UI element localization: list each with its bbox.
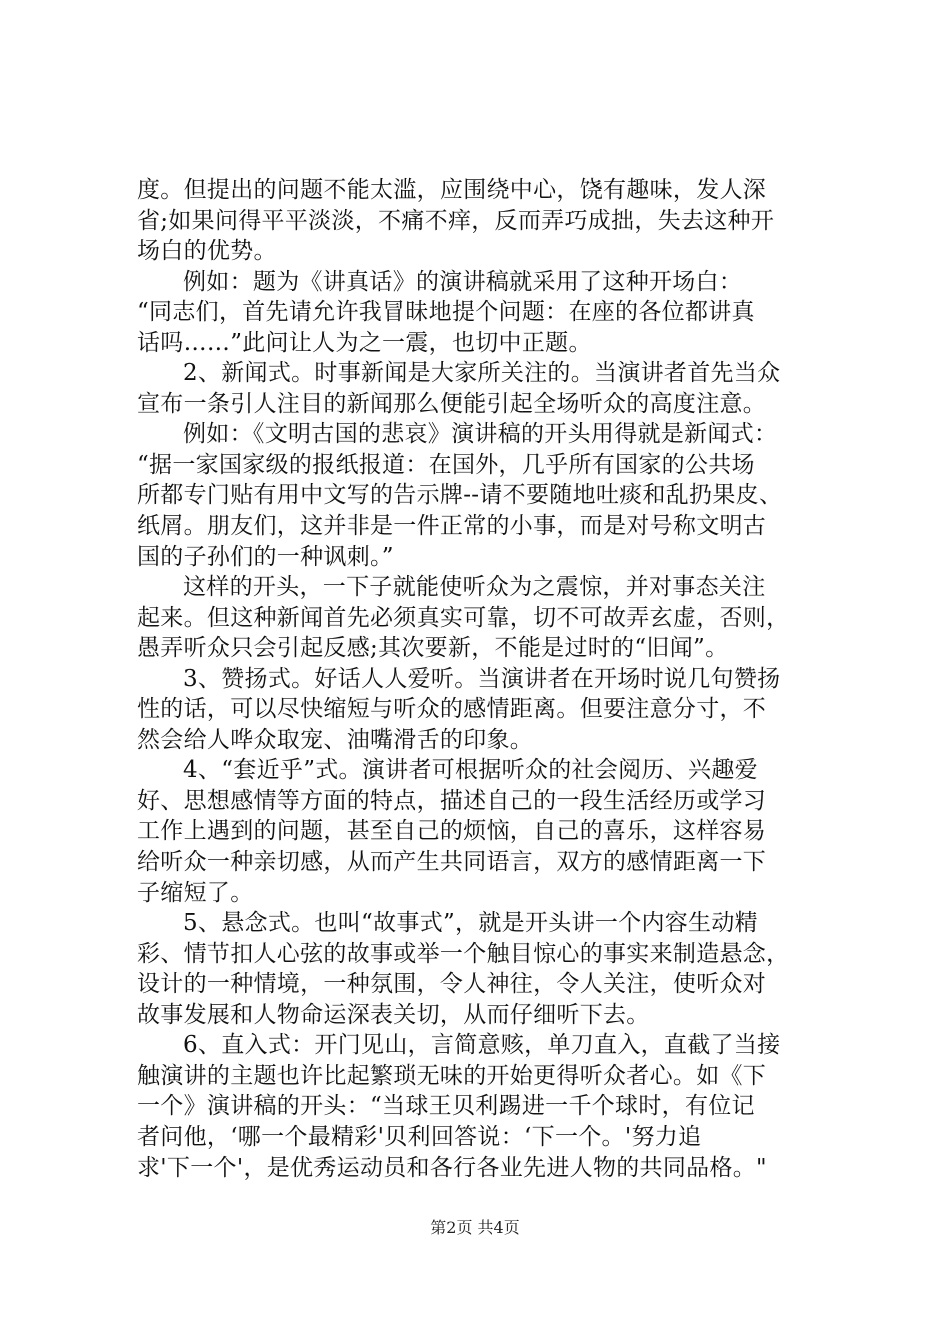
text-line: 求'下一个'，是优秀运动员和各行各业先进人物的共同品格。" xyxy=(137,1154,767,1181)
text-line: 宣布一条引人注目的新闻那么便能引起全场听众的高度注意。 xyxy=(137,390,767,417)
text-line: 子缩短了。 xyxy=(137,879,254,906)
text-line: 工作上遇到的问题，甚至自己的烦恼，自己的喜乐，这样容易 xyxy=(137,818,767,845)
text-line: 设计的一种情境，一种氛围，令人神往，令人关注，使听众对 xyxy=(137,971,767,998)
text-line: 然会给人哗众取宠、油嘴滑舌的印象。 xyxy=(137,726,534,753)
text-line: 彩、情节扣人心弦的故事或举一个触目惊心的事实来制造悬念， xyxy=(137,940,790,967)
text-line: 愚弄听众只会引起反感;其次要新，不能是过时的“旧闻”。 xyxy=(137,635,729,662)
text-line: 给听众一种亲切感，从而产生共同语言，双方的感情距离一下 xyxy=(137,849,767,876)
text-line: 国的子孙们的一种讽刺。” xyxy=(137,543,394,570)
paragraph-start-line: 6、直入式：开门见山，言简意赅，单刀直入，直截了当接 xyxy=(183,1032,781,1059)
text-line: “据一家国家级的报纸报道：在国外，几乎所有国家的公共场 xyxy=(137,451,755,478)
text-line: 话吗……”此问让人为之一震，也切中正题。 xyxy=(137,329,592,356)
text-line: “同志们，首先请允许我冒昧地提个问题：在座的各位都讲真 xyxy=(137,299,755,326)
page-number-footer: 第2页 共4页 xyxy=(430,1218,520,1237)
text-line: 触演讲的主题也许比起繁琐无味的开始更得听众者心。如《下 xyxy=(137,1062,767,1089)
text-line: 起来。但这种新闻首先必须真实可靠，切不可故弄玄虚，否则， xyxy=(137,604,790,631)
text-line: 一个》演讲稿的开头：“当球王贝利踢进一千个球时，有位记 xyxy=(137,1093,755,1120)
body-text xyxy=(137,175,827,1183)
paragraph-start-line: 2、新闻式。时事新闻是大家所关注的。当演讲者首先当众 xyxy=(183,360,781,387)
paragraph-start-line: 4、“套近乎”式。演讲者可根据听众的社会阅历、兴趣爱 xyxy=(183,757,758,784)
text-line: 故事发展和人物命运深表关切，从而仔细听下去。 xyxy=(137,1001,650,1028)
text-line: 纸屑。朋友们，这并非是一件正常的小事，而是对号称文明古 xyxy=(137,513,767,540)
text-line: 场白的优势。 xyxy=(137,238,277,265)
text-line: 度。但提出的问题不能太滥，应围绕中心，饶有趣味，发人深 xyxy=(137,177,767,203)
text-line: 省;如果问得平平淡淡，不痛不痒，反而弄巧成拙，失去这种开 xyxy=(137,207,775,234)
paragraph-start-line: 5、悬念式。也叫“故事式”，就是开头讲一个内容生动精 xyxy=(183,910,758,937)
paragraph-start-line: 3、赞扬式。好话人人爱听。当演讲者在开场时说几句赞扬 xyxy=(183,665,781,692)
paragraph-start-line: 例如：题为《讲真话》的演讲稿就采用了这种开场白： xyxy=(183,268,743,295)
text-line: 所都专门贴有用中文写的告示牌--请不要随地吐痰和乱扔果皮、 xyxy=(137,482,783,509)
paragraph-start-line: 这样的开头，一下子就能使听众为之震惊，并对事态关注 xyxy=(183,574,766,601)
paragraph-start-line: 例如：《文明古国的悲哀》演讲稿的开头用得就是新闻式： xyxy=(183,421,778,448)
text-line: 性的话，可以尽快缩短与听众的感情距离。但要注意分寸，不 xyxy=(137,696,767,723)
text-line: 好、思想感情等方面的特点，描述自己的一段生活经历或学习 xyxy=(137,787,767,814)
text-line: 者问他，‘哪一个最精彩'贝利回答说：‘下一个。'努力追 xyxy=(137,1123,702,1150)
